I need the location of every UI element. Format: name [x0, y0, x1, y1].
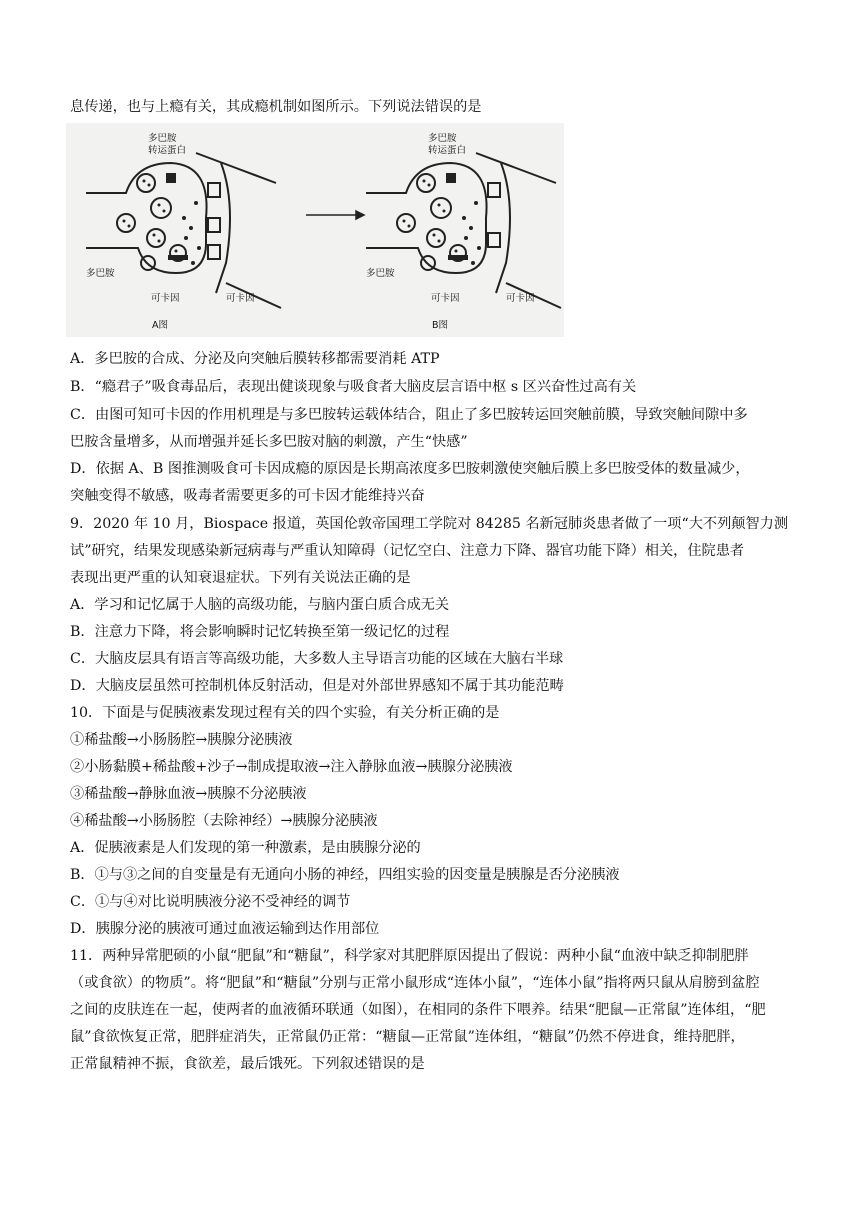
question-11-line-3: 之间的皮肤连在一起，使两者的血液循环联通（如图），在相同的条件下喂养。结果“肥鼠—正常鼠”连体组，“肥: [70, 1002, 766, 1018]
a-receptor-3: [208, 245, 220, 259]
b-caption: B图: [432, 320, 449, 331]
b-label-transporter-1: 多巴胺: [428, 133, 457, 144]
option-b-9: B．注意力下降，将会影响瞬时记忆转换至第一级记忆的过程: [70, 624, 450, 640]
a-label-transporter-2: 转运蛋白: [148, 145, 187, 156]
option-a-9: A．学习和记忆属于人脑的高级功能，与脑内蛋白质合成无关: [70, 597, 450, 613]
b-label-transporter-2: 转运蛋白: [428, 145, 467, 156]
question-9-line-2: 试”研究，结果发现感染新冠病毒与严重认知障碍（记忆空白、注意力下降、器官功能下降）相关，住院患者: [70, 543, 745, 559]
option-d-8-line-2: 突触变得不敏感，吸毒者需要更多的可卡因才能维持兴奋: [70, 488, 425, 504]
a-cocaine-block: [168, 255, 188, 260]
text-line-0: 息传递，也与上瘾有关，其成瘾机制如图所示。下列说法错误的是: [70, 99, 482, 115]
b-postsynaptic-membrane: [476, 153, 556, 293]
a-receptor-2: [208, 218, 220, 232]
transition-arrowhead: [356, 211, 364, 219]
a-receptor-1: [208, 183, 220, 197]
synapse-diagram: [66, 123, 564, 337]
option-b-10: B．①与③之间的自变量是有无通向小肠的神经，四组实验的因变量是胰腺是否分泌胰液: [70, 867, 620, 883]
experiment-1: ①稀盐酸→小肠肠腔→胰腺分泌胰液: [70, 732, 293, 748]
option-d-10: D．胰腺分泌的胰液可通过血液运输到达作用部位: [70, 921, 380, 937]
option-c-8-line-2: 巴胺含量增多，从而增强并延长多巴胺对脑的刺激，产生“快感”: [70, 434, 468, 450]
b-label-cocaine-1: 可卡因: [431, 293, 460, 304]
a-caption: A图: [152, 320, 168, 331]
experiment-2: ②小肠黏膜+稀盐酸+沙子→制成提取液→注入静脉血液→胰腺分泌胰液: [70, 759, 513, 775]
question-10-stem: 10．下面是与促胰液素发现过程有关的四个实验，有关分析正确的是: [70, 705, 500, 721]
b-label-dopamine: 多巴胺: [366, 268, 395, 279]
a-label-cocaine-1: 可卡因: [151, 293, 180, 304]
question-9-line-3: 表现出更严重的认知衰退症状。下列有关说法正确的是: [70, 570, 411, 586]
experiment-4: ④稀盐酸→小肠肠腔（去除神经）→胰腺分泌胰液: [70, 813, 378, 829]
option-c-8-line-1: C．由图可知可卡因的作用机理是与多巴胺转运载体结合，阻止了多巴胺转运回突触前膜，导致突触间隙中多: [70, 407, 748, 423]
b-receptor-2: [488, 233, 500, 247]
option-d-9: D．大脑皮层虽然可控制机体反射活动，但是对外部世界感知不属于其功能范畴: [70, 678, 564, 694]
a-label-transporter-1: 多巴胺: [148, 133, 177, 144]
a-label-dopamine: 多巴胺: [86, 268, 115, 279]
synapse-figure: [66, 123, 564, 337]
b-cocaine-block: [448, 255, 468, 260]
option-b-8: B．“瘾君子”吸食毒品后，表现出健谈现象与吸食者大脑皮层言语中枢 s 区兴奋性过高有关: [70, 379, 637, 395]
b-transporter-block: [446, 173, 456, 183]
option-c-9: C．大脑皮层具有语言等高级功能，大多数人主导语言功能的区域在大脑右半球: [70, 651, 564, 667]
experiment-3: ③稀盐酸→静脉血液→胰腺不分泌胰液: [70, 786, 307, 802]
question-11-line-5: 正常鼠精神不振，食欲差，最后饿死。下列叙述错误的是: [70, 1056, 425, 1072]
question-9-line-1: 9．2020 年 10 月，Biospace 报道，英国伦敦帝国理工学院对 84285 名新冠肺炎患者做了一项“大不列颠智力测: [70, 516, 789, 532]
question-11-line-2: （或食欲）的物质”。将“肥鼠”和“糖鼠”分别与正常小鼠形成“连体小鼠”，“连体小鼠”指将两只鼠从肩膀到盆腔: [70, 975, 760, 991]
question-11-line-4: 鼠”食欲恢复正常，肥胖症消失，正常鼠仍正常：“糖鼠—正常鼠”连体组，“糖鼠”仍然不停进食，维持肥胖，: [70, 1029, 745, 1045]
a-transporter-block: [166, 173, 176, 183]
option-a-10: A．促胰液素是人们发现的第一种激素，是由胰腺分泌的: [70, 840, 421, 856]
option-d-8-line-1: D．依据 A、B 图推测吸食可卡因成瘾的原因是长期高浓度多巴胺刺激使突触后膜上多巴胺受体的数量减少，: [70, 461, 750, 477]
option-c-10: C．①与④对比说明胰液分泌不受神经的调节: [70, 894, 351, 910]
a-label-cocaine-2: 可卡因: [226, 293, 255, 304]
question-11-line-1: 11．两种异常肥硕的小鼠“肥鼠”和“糖鼠”，科学家对其肥胖原因提出了假说：两种小鼠“血液中缺乏抑制肥胖: [70, 948, 749, 964]
b-label-cocaine-2: 可卡因: [506, 293, 535, 304]
option-a-8: A．多巴胺的合成、分泌及向突触后膜转移都需要消耗 ATP: [70, 351, 440, 367]
b-receptor-1: [488, 183, 500, 197]
